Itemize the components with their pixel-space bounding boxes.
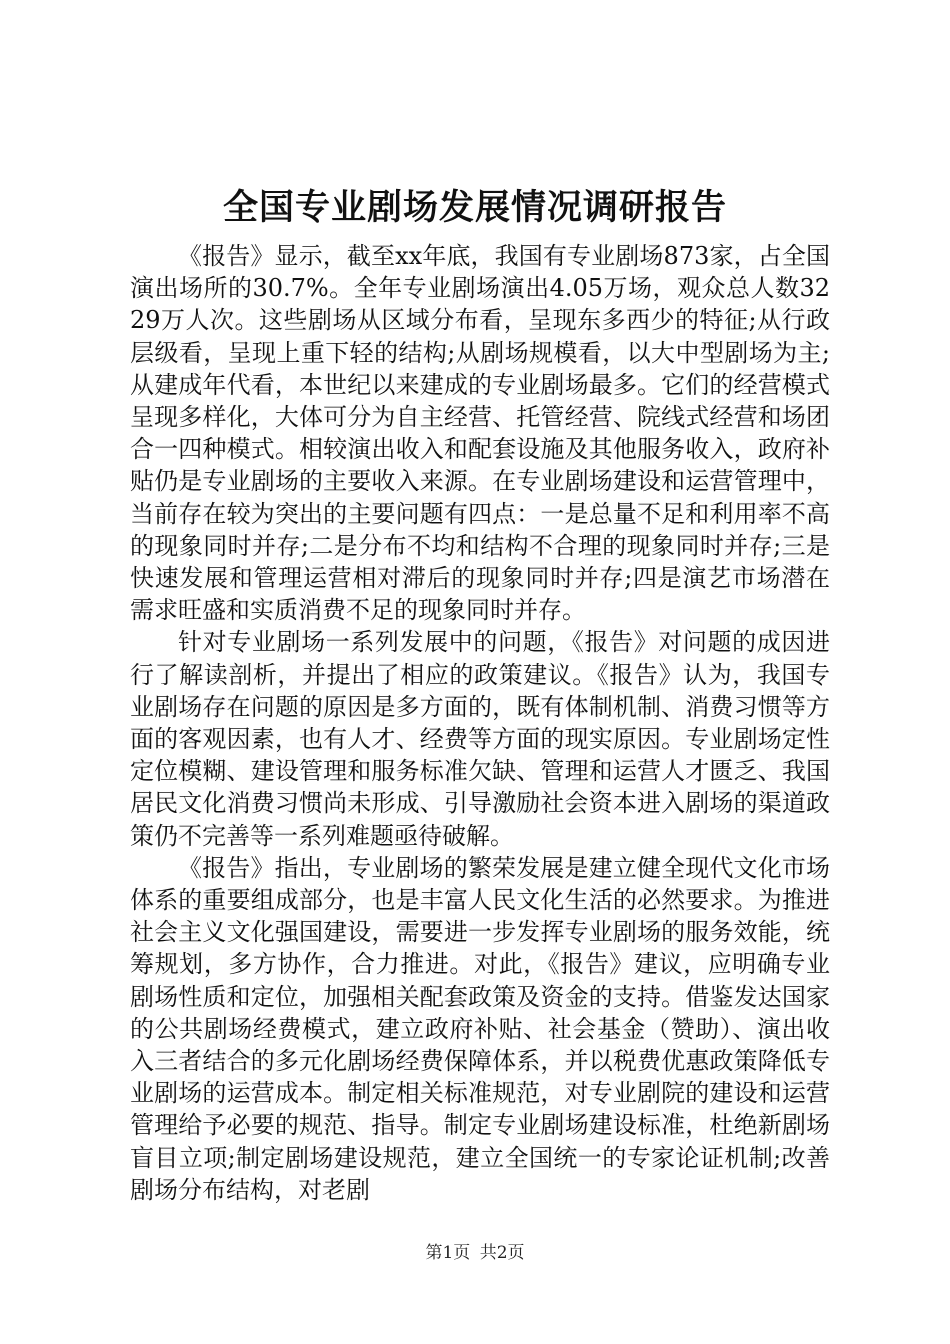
paragraph-3: 《报告》指出，专业剧场的繁荣发展是建立健全现代文化市场体系的重要组成部分，也是丰富人民文化生活的必然要求。为推进社会主义文化强国建设，需要进一步发挥专业剧场的服务效能，统筹规划，多方协作，合力推进。对此，《报告》建议，应明确专业剧场性质和定位，加强相关配套政策及资金的支持。借鉴发达国家的公共剧场经费模式，建立政府补贴、社会基金（赞助）、演出收入三者结合的多元化剧场经费保障体系，并以税费优惠政策降低专业剧场的运营成本。制定相关标准规范，对专业剧院的建设和运营管理给予必要的规范、指导。制定专业剧场建设标准，杜绝新剧场盲目立项;制定剧场建设规范，建立全国统一的专家论证机制;改善剧场分布结构，对老剧	[130, 853, 830, 1204]
paragraph-1: 《报告》显示，截至xx年底，我国有专业剧场873家，占全国演出场所的30.7%。全年专业剧场演出4.05万场，观众总人数3229万人次。这些剧场从区域分布看，呈现东多西少的特征;从行政层级看，呈现上重下轻的结构;从剧场规模看，以大中型剧场为主;从建成年代看，本世纪以来建成的专业剧场最多。它们的经营模式呈现多样化，大体可分为自主经营、托管经营、院线式经营和场团合一四种模式。相较演出收入和配套设施及其他服务收入，政府补贴仍是专业剧场的主要收入来源。在专业剧场建设和运营管理中，当前存在较为突出的主要问题有四点：一是总量不足和利用率不高的现象同时并存;二是分布不均和结构不合理的现象同时并存;三是快速发展和管理运营相对滞后的现象同时并存;四是演艺市场潜在需求旺盛和实质消费不足的现象同时并存。	[130, 242, 830, 625]
paragraph-2: 针对专业剧场一系列发展中的问题，《报告》对问题的成因进行了解读剖析，并提出了相应的政策建议。《报告》认为，我国专业剧场存在问题的原因是多方面的，既有体制机制、消费习惯等方面的客观因素，也有人才、经费等方面的现实原因。专业剧场定性定位模糊、建设管理和服务标准欠缺、管理和运营人才匮乏、我国居民文化消费习惯尚未形成、引导激励社会资本进入剧场的渠道政策仍不完善等一系列难题亟待破解。	[130, 628, 830, 850]
document-title: 全国专业剧场发展情况调研报告	[222, 187, 727, 228]
page-number-footer: 第1页 共2页	[425, 1243, 525, 1263]
document-body	[130, 240, 830, 1206]
